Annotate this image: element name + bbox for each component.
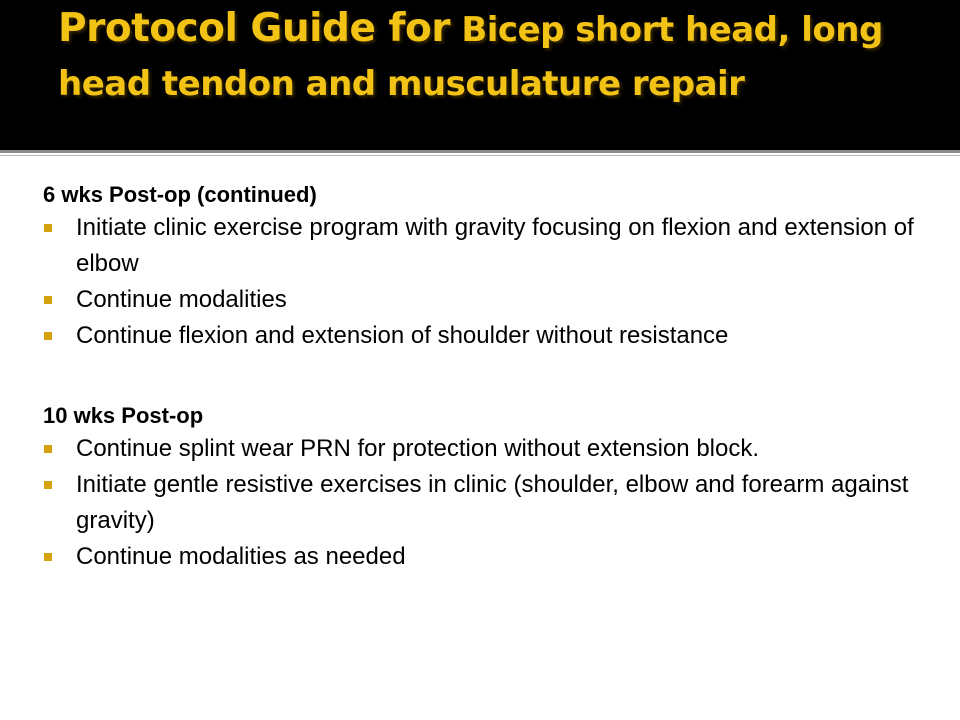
list-item-text: Continue flexion and extension of shoulder without resistance bbox=[76, 322, 729, 349]
bullet-square-icon bbox=[44, 445, 52, 453]
section-heading-10wks: 10 wks Post-op bbox=[43, 403, 204, 428]
list-item bbox=[43, 282, 923, 318]
list-item-text: Continue modalities as needed bbox=[76, 543, 406, 570]
bullet-square-icon bbox=[44, 332, 52, 340]
section-spacer bbox=[43, 354, 923, 401]
list-item bbox=[43, 431, 923, 467]
slide-title-lead: Protocol Guide for bbox=[58, 6, 450, 51]
list-item-text: Continue splint wear PRN for protection without extension block. bbox=[76, 435, 760, 462]
section-heading-6wks: 6 wks Post-op (continued) bbox=[43, 182, 317, 207]
bullet-list-6wks bbox=[43, 210, 923, 354]
bullet-square-icon bbox=[44, 553, 52, 561]
title-divider-thin bbox=[0, 155, 960, 156]
list-item-text: Initiate clinic exercise program with gravity focusing on flexion and extension of elbow bbox=[76, 214, 914, 277]
title-divider bbox=[0, 150, 960, 153]
list-item bbox=[43, 539, 923, 575]
slide-title-rest: Bicep short head, long head tendon and musculature repair bbox=[58, 10, 883, 104]
bullet-square-icon bbox=[44, 296, 52, 304]
list-item bbox=[43, 318, 923, 354]
list-item-text: Continue modalities bbox=[76, 286, 287, 313]
list-item bbox=[43, 210, 923, 282]
bullet-list-10wks bbox=[43, 431, 923, 575]
list-item-text: Initiate gentle resistive exercises in clinic (shoulder, elbow and forearm against gravity) bbox=[76, 471, 909, 534]
list-item bbox=[43, 467, 923, 539]
bullet-square-icon bbox=[44, 224, 52, 232]
slide-title bbox=[58, 2, 938, 111]
bullet-square-icon bbox=[44, 481, 52, 489]
slide-content bbox=[43, 180, 923, 575]
